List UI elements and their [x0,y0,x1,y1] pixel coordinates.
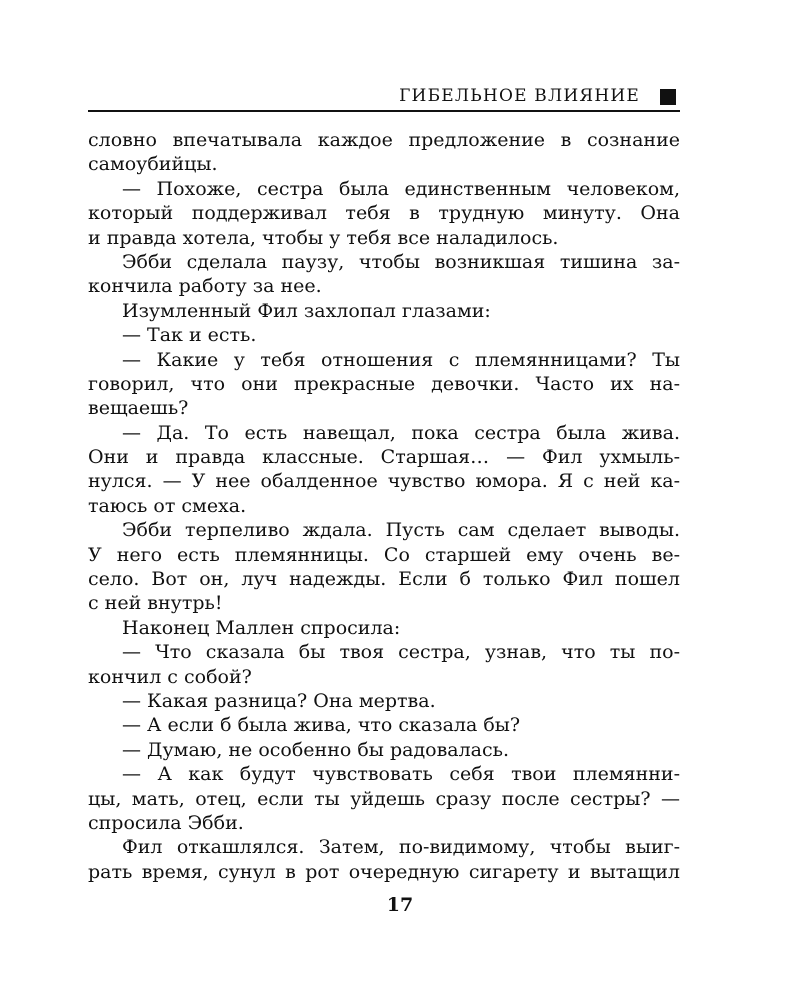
text-line: Фил откашлялся. Затем, по-видимому, чтобы выиг- [122,836,680,859]
text-line: Эбби терпеливо ждала. Пусть сам сделает выводы. [122,519,680,542]
text-line: который поддерживал тебя в трудную минуту. Она [88,202,680,225]
text-line: нулся. — У нее обалденное чувство юмора. Я с ней ка- [88,470,680,493]
text-line: — Думаю, не особенно бы радовалась. [122,738,510,761]
text-line: таюсь от смеха. [88,494,247,517]
running-header [88,80,680,112]
text-line: — Что сказала бы твоя сестра, узнав, что ты по- [122,641,680,664]
page-number: 17 [386,894,414,916]
text-line: Наконец Маллен спросила: [122,616,401,639]
body-text [88,128,680,884]
text-line: У него есть племянницы. Со старшей ему очень ве- [88,543,680,566]
text-line: спросила Эбби. [88,811,244,834]
running-header-title: ГИБЕЛЬНОЕ ВЛИЯНИЕ [399,86,640,106]
text-line: село. Вот он, луч надежды. Если б только Фил пошел [88,568,680,591]
text-line: — Какие у тебя отношения с племянницами? Ты [122,348,680,371]
text-line: цы, мать, отец, если ты уйдешь сразу после сестры? — [88,787,680,810]
text-line: словно впечатывала каждое предложение в сознание [88,129,680,151]
text-line: — Какая разница? Она мертва. [122,689,436,712]
text-line: Эбби сделала паузу, чтобы возникшая тишина за- [122,250,680,273]
text-line: самоубийцы. [88,153,218,176]
text-line: — Так и есть. [122,324,257,347]
text-line: кончила работу за нее. [88,275,322,298]
text-line: Они и правда классные. Старшая… — Фил ухмыль- [88,446,680,469]
text-line: — А как будут чувствовать себя твои племянни- [122,763,680,786]
text-line: — А если б была жива, что сказала бы? [122,714,521,737]
text-line: — Похоже, сестра была единственным человеком, [122,177,680,200]
text-line: вещаешь? [88,397,189,420]
header-square-ornament [660,89,676,105]
text-line: кончил с собой? [88,665,252,688]
text-line: говорил, что они прекрасные девочки. Часто их на- [88,372,680,395]
text-line: Изумленный Фил захлопал глазами: [122,299,491,322]
text-line: и правда хотела, чтобы у тебя все наладилось. [88,226,559,249]
text-line: — Да. То есть навещал, пока сестра была жива. [122,421,680,444]
text-line: с ней внутрь! [88,592,223,615]
text-line: рать время, сунул в рот очередную сигарету и вытащил [88,860,680,883]
